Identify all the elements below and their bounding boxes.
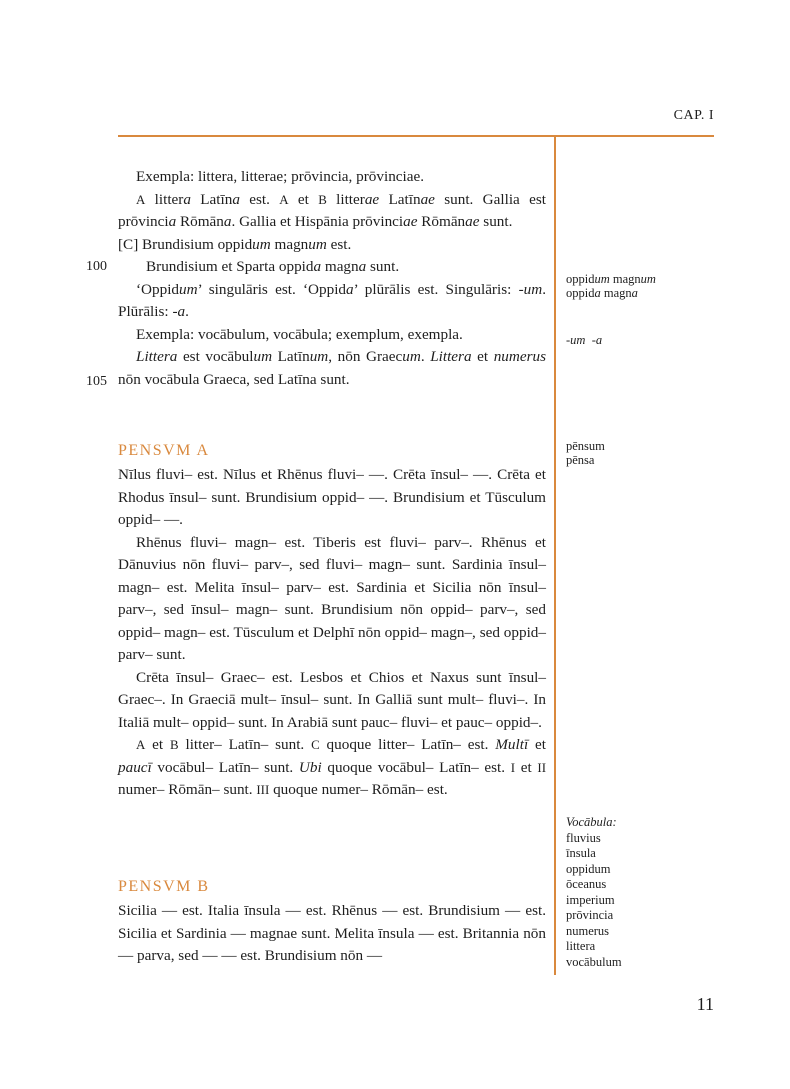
paragraph: Brundisium et Sparta oppida magna sunt. [146, 258, 400, 275]
pensum-a-text [118, 464, 546, 802]
header-rule [118, 135, 714, 137]
paragraph: A littera Latīna est. A et B litterae Latīnae sunt. Gallia est prōvincia Rōmāna. Gallia et Hispānia prōvinciae Rōmānae sunt. [118, 190, 546, 230]
vocabulum-item: imperium [566, 892, 615, 907]
margin-line: pēnsa [566, 453, 595, 467]
chapter-header: CAP. I [673, 108, 714, 123]
paragraph: Exempla: littera, litterae; prōvincia, prōvinciae. [136, 168, 425, 185]
vocabula-title: Vocābula: [566, 815, 617, 829]
vocabulum-item: fluvius [566, 830, 601, 845]
margin-note-endings [566, 272, 656, 300]
paragraph: ‘Oppidum’ singulāris est. ‘Oppida’ plūrālis est. Singulāris: -um. Plūrālis: -a. [118, 280, 547, 320]
vocabulum-item: īnsula [566, 846, 596, 860]
line-number: 105 [86, 374, 107, 389]
margin-line: oppidum magnum [566, 272, 656, 286]
vocabulum-item: prōvincia [566, 908, 614, 922]
pensum-b-heading: PENSVM B [118, 878, 210, 895]
paragraph: Rhēnus fluvi– magn– est. Tiberis est fluvi– parv–. Rhēnus et Dānuvius nōn fluvi– parv–, sed fluvi– magn– sunt. Sardinia īnsul– magn– est. Melita īnsul– parv– est. Sardinia et Sicilia nōn īnsul– parv–, sed īnsul– magn– sunt. Brundisium nōn oppid– parv–, sed oppid– magn– est. Tūsculum et Delphī nōn oppid– magn–, sed oppid– parv– sunt. [118, 533, 546, 663]
line-number: 100 [86, 259, 107, 274]
margin-line: pēnsum [566, 439, 605, 453]
pensum-a-heading: PENSVM A [118, 442, 210, 459]
vocabulum-item: vocābulum [566, 954, 622, 969]
page-number: 11 [696, 994, 714, 1014]
paragraph: Nīlus fluvi– est. Nīlus et Rhēnus fluvi– —. Crēta īnsul– —. Crēta et Rhodus īnsul– sunt. Brundisium oppid– —. Brundisium et Tūsculum oppid– —. [118, 466, 546, 528]
paragraph: Littera est vocābulum Latīnum, nōn Graecum. Littera et numerus nōn vocābula Graeca, sed Latīna sunt. [118, 348, 547, 388]
paragraph: Exempla: vocābulum, vocābula; exemplum, exempla. [136, 325, 463, 343]
vocabulum-item: numerus [566, 923, 610, 938]
margin-vocabula [566, 815, 622, 970]
pensum-b-text [118, 900, 546, 968]
margin-rule [554, 135, 556, 975]
paragraph: [C] Brundisium oppidum magnum est. [118, 235, 352, 253]
vocabulum-item: oppidum [566, 861, 611, 876]
paragraph: A et B litter– Latīn– sunt. C quoque litter– Latīn– est. Multī et paucī vocābul– Latīn– sunt. Ubi quoque vocābul– Latīn– est. I et II numer– Rōmān– sunt. III quoque numer– Rōmān– est. [118, 736, 547, 798]
margin-note-pensum [566, 439, 605, 467]
intro-text [118, 166, 546, 391]
margin-note-suffixes: -um -a [566, 333, 603, 347]
vocabulum-item: ōceanus [566, 877, 607, 891]
paragraph: Sicilia — est. Italia īnsula — est. Rhēnus — est. Brundisium — est. Sicilia et Sardinia — magnae sunt. Melita īnsula — est. Britannia nōn — parva, sed — — est. Brundisium nōn — [118, 902, 546, 964]
paragraph: Crēta īnsul– Graec– est. Lesbos et Chios et Naxus sunt īnsul– Graec–. In Graeciā mult– īnsul– sunt. In Galliā sunt mult– fluvi–. In Italiā mult– oppid– sunt. In Arabiā sunt pauc– fluvi– et pauc– oppid–. [118, 668, 546, 731]
margin-line: oppida magna [566, 286, 638, 300]
vocabulum-item: littera [566, 939, 596, 953]
